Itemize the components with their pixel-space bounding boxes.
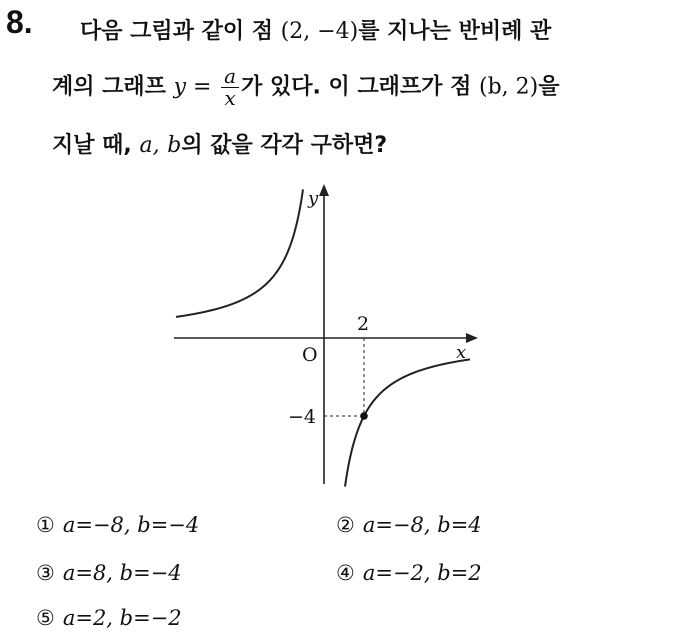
question-text: 계의 그래프 [52, 74, 166, 100]
fraction-numerator: a [221, 66, 239, 88]
y-tick-label: −4 [288, 406, 317, 428]
curve-upper-left-branch [176, 189, 303, 316]
choice-text: a=2, b=−2 [62, 606, 182, 630]
question-text: 를 지나는 반비례 관 [358, 19, 552, 44]
x-axis-arrow-icon [466, 333, 478, 343]
point-coordinate: (2, −4) [280, 19, 359, 44]
point-coordinate: (b, 2) [479, 74, 539, 100]
choice-4[interactable] [336, 561, 482, 585]
fraction [221, 66, 239, 109]
variable-a: a, [139, 133, 160, 158]
choice-5[interactable] [36, 606, 182, 630]
choice-text: a=−8, b=4 [362, 513, 482, 537]
origin-label: O [302, 344, 318, 366]
variable-b: b [167, 133, 182, 158]
equation-lhs: y = [173, 74, 212, 100]
question-line-2 [52, 66, 560, 109]
y-axis-arrow-icon [319, 184, 329, 196]
fraction-denominator: x [224, 86, 236, 110]
choice-marker: ② [336, 513, 355, 537]
x-tick-label: 2 [357, 313, 370, 335]
choice-marker: ③ [36, 561, 55, 585]
choice-2[interactable] [336, 513, 482, 537]
choice-marker: ① [36, 513, 55, 537]
question-text: 다음 그림과 같이 점 [80, 19, 273, 44]
y-axis-label: y [308, 188, 319, 209]
curve-lower-right-branch [345, 359, 470, 486]
choice-1[interactable] [36, 513, 199, 537]
question-text: 지날 때, [52, 133, 132, 158]
hyperbola-graph [160, 180, 490, 490]
choice-marker: ⑤ [36, 606, 55, 630]
question-text: 가 있다. 이 그래프가 점 [241, 74, 472, 100]
question-line-1 [80, 14, 551, 45]
question-text: 의 값을 각각 구하면? [181, 133, 388, 158]
choice-text: a=−8, b=−4 [62, 513, 200, 537]
choice-3[interactable] [36, 561, 182, 585]
choice-marker: ④ [336, 561, 355, 585]
choice-text: a=8, b=−4 [62, 561, 182, 585]
x-axis-label: x [456, 342, 467, 363]
question-line-3 [52, 128, 387, 159]
question-text: 을 [538, 74, 560, 100]
question-number: 8. [6, 4, 33, 40]
choice-text: a=−2, b=2 [362, 561, 482, 585]
marked-point [360, 412, 368, 420]
